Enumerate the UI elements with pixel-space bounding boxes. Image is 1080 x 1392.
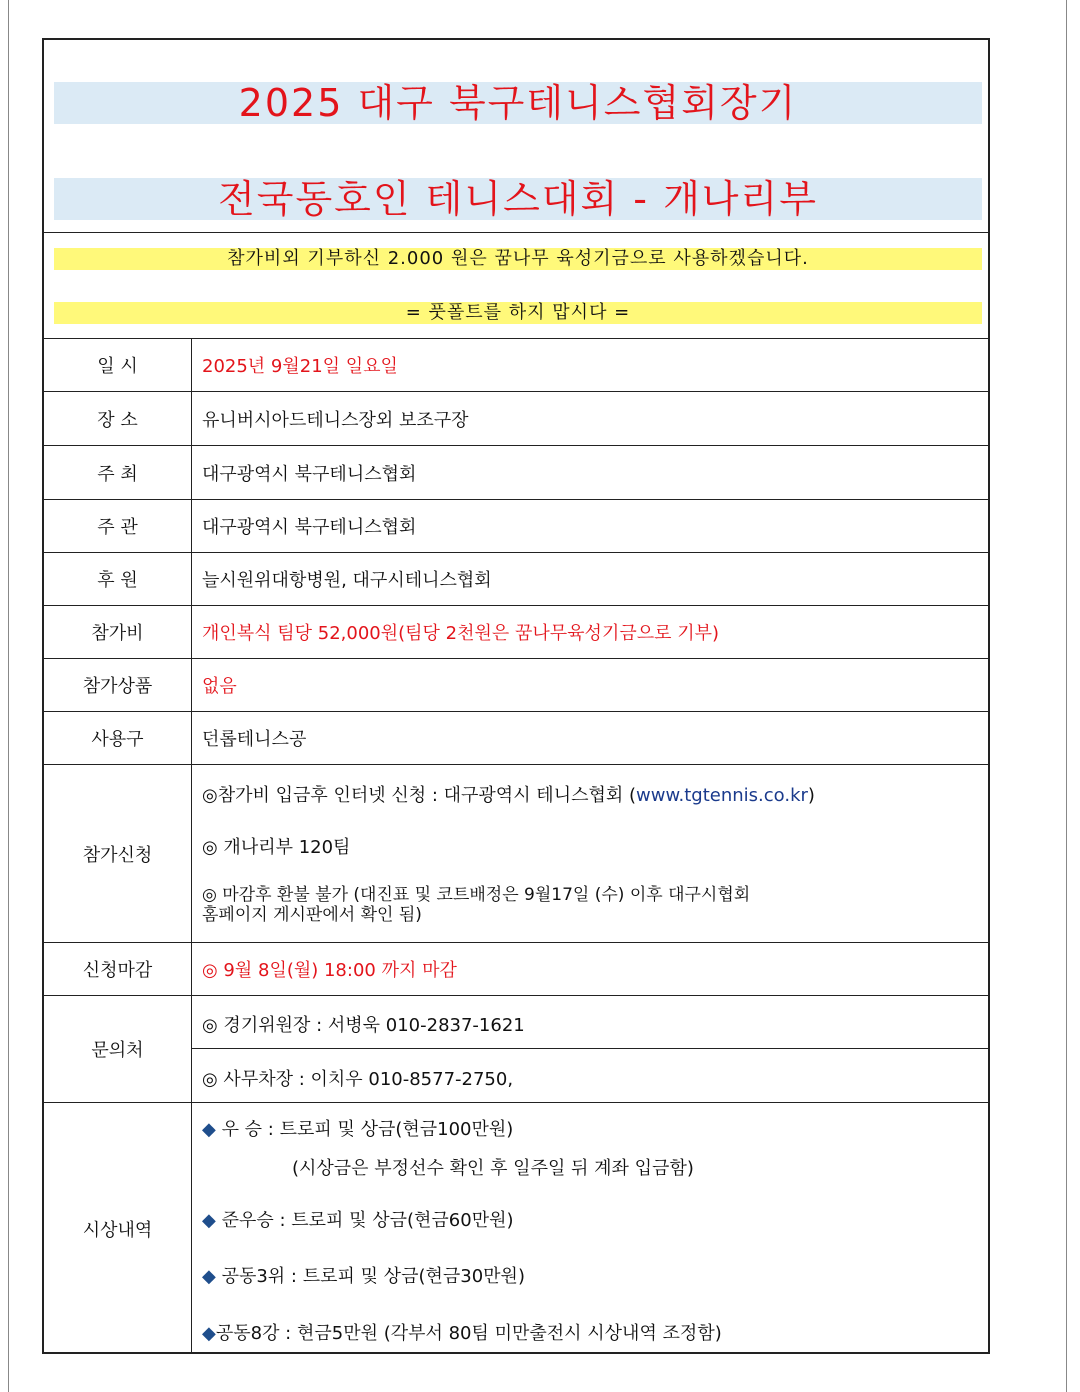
row-value: 없음 (202, 676, 237, 697)
contact-line-1: ◎ 경기위원장 : 서병욱 010-2837-1621 (202, 1015, 525, 1036)
row-label: 문의처 (44, 996, 192, 1102)
award-line-2 (202, 1206, 514, 1232)
row-value: 2025년 9월21일 일요일 (202, 356, 398, 377)
diamond-bullet-icon: ◆ (202, 1119, 216, 1140)
row-apply (44, 765, 988, 942)
title-line-1: 2025 대구 북구테니스협회장기 (54, 82, 982, 124)
apply-line-3b: 홈페이지 게시판에서 확인 됨) (202, 905, 422, 925)
award-line-3 (202, 1262, 525, 1288)
row-date (44, 339, 988, 391)
row-value: 개인복식 팀당 52,000원(팀당 2천원은 꿈나무육성기금으로 기부) (202, 623, 720, 644)
row-value: ◎ 9월 8일(월) 18:00 까지 마감 (202, 960, 457, 981)
row-value: 늘시원위대항병원, 대구시테니스협회 (202, 570, 492, 591)
award-line-4-text: 공동8강 : 현금5만원 (각부서 80팀 미만출전시 시상내역 조정함) (215, 1323, 722, 1344)
row-fee (44, 606, 988, 658)
award-line-4 (202, 1319, 722, 1345)
apply-line-1-suffix: ) (807, 785, 815, 806)
title-line-2: 전국동호인 테니스대회 - 개나리부 (54, 178, 982, 220)
association-website-link[interactable]: www.tgtennis.co.kr (636, 785, 808, 806)
row-label: 후 원 (44, 553, 192, 605)
row-label: 신청마감 (44, 943, 192, 995)
row-label: 참가상품 (44, 659, 192, 711)
award-line-1-text: 우 승 : 트로피 및 상금(현금100만원) (215, 1119, 514, 1140)
page-edge-right (1066, 0, 1067, 1392)
row-value: 유니버시아드테니스장외 보조구장 (202, 409, 469, 431)
apply-line-1 (202, 781, 815, 807)
row-label: 일 시 (44, 339, 192, 391)
row-sponsor (44, 553, 988, 605)
donation-note: 참가비외 기부하신 2.000 원은 꿈나무 육성기금으로 사용하겠습니다. (54, 248, 982, 270)
apply-line-2: ◎ 개나리부 120팀 (202, 837, 351, 858)
row-label: 참가비 (44, 606, 192, 658)
contact-divider (192, 1048, 988, 1049)
row-label: 참가신청 (44, 765, 192, 942)
row-deadline (44, 943, 988, 995)
award-line-1 (202, 1115, 513, 1141)
row-label: 주 관 (44, 500, 192, 552)
row-value: 대구광역시 북구테니스협회 (202, 517, 417, 538)
diamond-bullet-icon: ◆ (202, 1210, 216, 1231)
contact-line-2: ◎ 사무차장 : 이치우 010-8577-2750, (202, 1069, 514, 1090)
row-ball (44, 712, 988, 764)
award-line-2-text: 준우승 : 트로피 및 상금(현금60만원) (215, 1210, 514, 1231)
row-label: 주 최 (44, 446, 192, 499)
row-value: 던롭테니스공 (202, 729, 307, 750)
apply-line-3a: ◎ 마감후 환불 불가 (대진표 및 코트배정은 9월17일 (수) 이후 대구시협회 (202, 885, 751, 905)
award-line-1-note: (시상금은 부정선수 확인 후 일주일 뒤 계좌 입금함) (292, 1158, 694, 1179)
row-venue (44, 392, 988, 445)
footfault-note: = 풋폴트를 하지 맙시다 = (54, 302, 982, 324)
title-divider (44, 232, 988, 233)
tournament-notice-document (42, 38, 990, 1354)
row-label: 시상내역 (44, 1103, 192, 1354)
row-host (44, 446, 988, 499)
diamond-bullet-icon: ◆ (202, 1266, 216, 1287)
row-value: 대구광역시 북구테니스협회 (202, 463, 417, 485)
row-prize-goods (44, 659, 988, 711)
apply-line-1-text: ◎참가비 입금후 인터넷 신청 : 대구광역시 테니스협회 ( (202, 785, 636, 806)
page-edge-left (8, 0, 9, 1392)
row-awards (44, 1103, 988, 1354)
diamond-bullet-icon: ◆ (202, 1323, 216, 1344)
row-organizer (44, 500, 988, 552)
row-label: 장 소 (44, 392, 192, 445)
award-line-3-text: 공동3위 : 트로피 및 상금(현금30만원) (215, 1266, 525, 1287)
row-contact (44, 996, 988, 1102)
row-label: 사용구 (44, 712, 192, 764)
